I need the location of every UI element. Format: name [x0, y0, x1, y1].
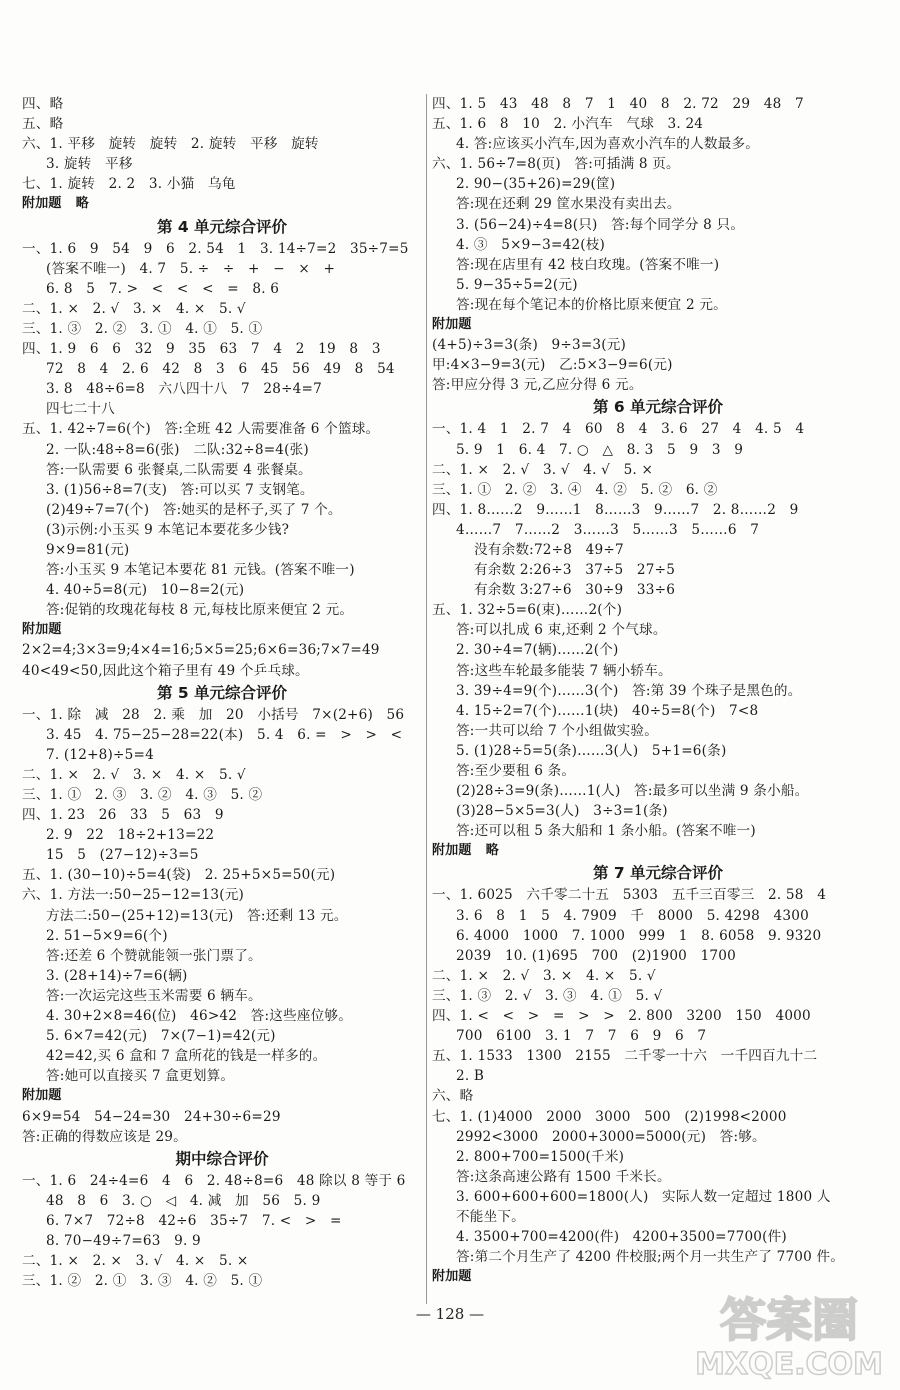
answer-line: 42=42,买 6 盒和 7 盒所花的钱是一样多的。	[46, 1048, 327, 1065]
answer-line: 2. 9 22 18÷2+13=22	[46, 827, 215, 844]
answer-line: 有余数 2:26÷3 37÷5 27÷5	[474, 562, 676, 579]
answer-line: 6×9=54 54−24=30 24+30÷6=29	[22, 1108, 281, 1125]
extra-question-label: 附加题 略	[432, 843, 499, 859]
answer-line: 三、1. ① 2. ② 3. ④ 4. ② 5. ② 6. ②	[432, 481, 718, 498]
answer-line: 一、1. 除 减 28 2. 乘 加 20 小括号 7×(2+6) 56	[22, 706, 405, 723]
answer-line: 四、1. 23 26 33 5 63 9	[22, 807, 224, 824]
answer-line: 三、1. ③ 2. ② 3. ① 4. ① 5. ①	[22, 320, 263, 337]
answer-line: 3. 旋转 平移	[46, 156, 133, 173]
answer-line: 8. 70−49÷7=63 9. 9	[46, 1232, 201, 1249]
answer-line: 6. 7×7 72÷8 42÷6 35÷7 7. < > =	[46, 1212, 342, 1229]
svg-text:答案圈: 答案圈	[720, 1293, 858, 1347]
answer-line: 5. (1)28÷5=5(条)……3(人) 5+1=6(条)	[456, 742, 727, 759]
answer-line: (4+5)÷3=3(条) 9÷3=3(元)	[432, 337, 627, 354]
answer-line: 六、1. 56÷7=8(页) 答:可插满 8 页。	[432, 156, 680, 173]
answer-line: 答:一共可以给 7 个小组做实验。	[456, 722, 658, 739]
answer-line: 五、1. 32÷5=6(束)……2(个)	[432, 602, 623, 619]
answer-line: 答:小玉买 9 本笔记本要花 81 元钱。(答案不唯一)	[46, 562, 355, 579]
extra-question-label: 附加题 略	[22, 196, 89, 212]
answer-line: 三、1. ① 2. ③ 3. ② 4. ③ 5. ②	[22, 787, 263, 803]
answer-line: 一、1. 6 24÷4=6 4 6 2. 48÷8=6 48 除以 8 等于 6	[22, 1172, 406, 1189]
answer-line: 五、略	[22, 116, 64, 133]
answer-line: 四、1. 5 43 48 8 7 1 40 8 2. 72 29 48 7	[432, 96, 804, 112]
answer-line: 4. ③ 5×9−3=42(枝)	[456, 236, 606, 253]
answer-line: 2. B	[456, 1068, 485, 1085]
answer-line: 6. 4000 1000 7. 1000 999 1 8. 6058 9. 9320	[456, 927, 822, 944]
answer-line: 答:甲应分得 3 元,乙应分得 6 元。	[432, 377, 643, 394]
answer-line: 答:这些车轮最多能装 7 辆小轿车。	[456, 662, 672, 679]
answer-line: 3. 600+600+600=1800(人) 实际人数一定超过 1800 人	[456, 1188, 831, 1205]
answer-line: 5. 9−35÷5=2(元)	[456, 276, 578, 293]
answer-line: 答:还可以租 5 条大船和 1 条小船。(答案不唯一)	[456, 823, 756, 840]
answer-line: 3. 45 4. 75−25−28=22(本) 5. 4 6. = > > <	[46, 726, 403, 743]
answer-line: 二、1. × 2. √ 3. × 4. × 5. √	[432, 967, 656, 984]
answer-line: 答:至少要租 6 条。	[456, 763, 576, 779]
right-column	[432, 94, 884, 1287]
answer-line: (2)28÷3=9(条)……1(人) 答:最多可以坐满 9 条小船。	[456, 783, 809, 800]
answer-line: (答案不唯一) 4. 7 5. ÷ ÷ + − × +	[46, 260, 336, 277]
svg-text:MXQE.COM: MXQE.COM	[695, 1347, 883, 1382]
extra-question-label: 附加题	[432, 1269, 472, 1285]
extra-question-label: 附加题	[22, 1088, 62, 1104]
answer-line: 五、1. 42÷7=6(个) 答:全班 42 人需要准备 6 个篮球。	[22, 421, 380, 438]
answer-line: 三、1. ③ 2. √ 3. ③ 4. ① 5. √	[432, 987, 663, 1004]
answer-line: 一、1. 6025 六千零二十五 5303 五千三百零三 2. 58 4	[432, 887, 827, 904]
answer-line: 3. (28+14)÷7=6(辆)	[46, 967, 188, 984]
answer-line: 七、1. 旋转 2. 2 3. 小猫 乌龟	[22, 176, 236, 193]
answer-line: 六、略	[432, 1088, 474, 1105]
answer-line: 2. 51−5×9=6(个)	[46, 927, 168, 944]
answer-line: 没有余数:72÷8 49÷7	[474, 541, 624, 558]
answer-line: 答:现在每个笔记本的价格比原来便宜 2 元。	[456, 296, 727, 313]
answer-line: 七、1. (1)4000 2000 3000 500 (2)1998<2000	[432, 1108, 787, 1125]
answer-line: 六、1. 方法一:50−25−12=13(元)	[22, 887, 244, 904]
section-heading: 期中综合评价	[175, 1149, 269, 1168]
page-number: — 128 —	[415, 1305, 485, 1323]
answer-line: 二、1. × 2. √ 3. × 4. × 5. √	[22, 300, 246, 317]
answer-line: 4. 答:应该买小汽车,因为喜欢小汽车的人数最多。	[456, 136, 760, 153]
answer-line: 二、1. × 2. × 3. √ 4. × 5. ×	[22, 1253, 249, 1270]
answer-line: 四七二十八	[46, 401, 115, 418]
answer-line: 2. 800+700=1500(千米)	[456, 1148, 625, 1165]
answer-line: 四、1. 9 6 6 32 9 35 63 7 4 2 19 8 3	[22, 341, 381, 358]
answer-line: 答:促销的玫瑰花每枝 8 元,每枝比原来便宜 2 元。	[46, 602, 354, 619]
answer-line: (2)49÷7=7(个) 答:她买的是杯子,买了 7 个。	[46, 501, 342, 518]
answer-line: 答:一队需要 6 张餐桌,二队需要 4 张餐桌。	[46, 461, 312, 478]
answer-line: 3. (1)56÷8=7(支) 答:可以买 7 支钢笔。	[46, 481, 314, 498]
answer-line: 9×9=81(元)	[46, 541, 130, 558]
answer-line: 3. 6 8 1 5 4. 7909 千 8000 5. 4298 4300	[456, 907, 809, 924]
answer-line: 2. 30÷4=7(辆)……2(个)	[456, 642, 619, 659]
answer-line: 5. 6×7=42(元) 7×(7−1)=42(元)	[46, 1028, 276, 1045]
answer-line: 六、1. 平移 旋转 旋转 2. 旋转 平移 旋转	[22, 136, 319, 153]
answer-line: 有余数 3:27÷6 30÷9 33÷6	[474, 582, 676, 599]
answer-line: 四、略	[22, 96, 64, 112]
answer-line: 4. 3500+700=4200(件) 4200+3500=7700(件)	[456, 1229, 787, 1246]
answer-line: (3)28−5×5=3(人) 3÷3=1(条)	[456, 803, 668, 820]
answer-line: 不能坐下。	[456, 1208, 525, 1225]
answer-line: 7. (12+8)÷5=4	[46, 746, 154, 763]
answer-line: 2. 一队:48÷8=6(张) 二队:32÷8=4(张)	[46, 441, 309, 458]
answer-line: 3. 39÷4=9(个)……3(个) 答:第 39 个珠子是黑色的。	[456, 682, 802, 699]
answer-line: 700 6100 3. 1 7 7 6 9 6 7	[456, 1028, 707, 1045]
answer-line: 15 5 (27−12)÷3=5	[46, 847, 199, 864]
answer-line: 答:第二个月生产了 4200 件校服;两个月一共生产了 7700 件。	[456, 1249, 845, 1266]
answer-line: 一、1. 6 9 54 9 6 2. 54 1 3. 14÷7=2 35÷7=5	[22, 240, 409, 257]
answer-line: 2. 90−(35+26)=29(筐)	[456, 176, 616, 193]
answer-line: 2×2=4;3×3=9;4×4=16;5×5=25;6×6=36;7×7=49	[22, 642, 380, 659]
section-heading: 第 4 单元综合评价	[156, 217, 288, 236]
answer-line: (3)示例:小玉买 9 本笔记本要花多少钱?	[46, 521, 290, 538]
answer-line: 48 8 6 3. ○ ◁ 4. 减 加 56 5. 9	[46, 1192, 321, 1209]
answer-line: 答:现在还剩 29 筐水果没有卖出去。	[456, 196, 681, 213]
answer-line: 40<49<50,因此这个箱子里有 49 个乒乓球。	[22, 662, 309, 679]
answer-line: 答:还差 6 个赞就能领一张门票了。	[46, 947, 262, 964]
answer-line: 4. 30+2×8=46(位) 46>42 答:这些座位够。	[46, 1008, 353, 1025]
answer-line: 答:她可以直接买 7 盒更划算。	[46, 1068, 235, 1085]
answer-line: 五、1. (30−10)÷5=4(袋) 2. 25+5×5=50(元)	[22, 867, 336, 884]
section-heading: 第 7 单元综合评价	[592, 864, 724, 883]
answer-line: 四、1. < < > = > > 2. 800 3200 150 4000	[432, 1008, 811, 1025]
column-divider	[426, 94, 427, 1304]
answer-line: 答:可以扎成 6 束,还剩 2 个气球。	[456, 622, 667, 639]
answer-line: 答:一次运完这些玉米需要 6 辆车。	[46, 987, 262, 1004]
answer-line: 五、1. 1533 1300 2155 二千零一十六 一千四百九十二	[432, 1048, 818, 1065]
section-heading: 第 5 单元综合评价	[156, 683, 288, 702]
watermark-logo	[694, 1284, 884, 1384]
answer-line: 答:正确的得数应该是 29。	[22, 1128, 187, 1145]
left-column	[22, 94, 422, 1291]
extra-question-label: 附加题	[22, 622, 62, 638]
section-heading: 第 6 单元综合评价	[592, 398, 724, 417]
answer-line: 3. 8 48÷6=8 六八四十八 7 28÷4=7	[46, 381, 322, 398]
answer-line: 答:现在店里有 42 枝白玫瑰。(答案不唯一)	[456, 256, 720, 273]
answer-line: 2992<3000 2000+3000=5000(元) 答:够。	[456, 1128, 766, 1145]
answer-line: 三、1. ② 2. ① 3. ③ 4. ② 5. ①	[22, 1273, 263, 1290]
answer-line: 4. 40÷5=8(元) 10−8=2(元)	[46, 582, 245, 599]
answer-line: 答:这条高速公路有 1500 千米长。	[456, 1168, 671, 1185]
answer-line: 二、1. × 2. √ 3. √ 4. √ 5. ×	[432, 461, 654, 478]
answer-line: 5. 9 1 6. 4 7. ○ △ 8. 3 5 9 3 9	[456, 441, 744, 458]
answer-line: 4. 15÷2=7(个)……1(块) 40÷5=8(个) 7<8	[456, 702, 759, 719]
answer-line: 甲:4×3−9=3(元) 乙:5×3−9=6(元)	[432, 357, 673, 374]
answer-line: 二、1. × 2. √ 3. × 4. × 5. √	[22, 766, 246, 783]
answer-line: 72 8 4 2. 6 42 8 3 6 45 56 49 8 54	[46, 361, 395, 378]
answer-line: 3. (56−24)÷4=8(只) 答:每个同学分 8 只。	[456, 216, 745, 233]
answer-line: 6. 8 5 7. > < < < = 8. 6	[46, 280, 280, 297]
answer-line: 2039 10. (1)695 700 (2)1900 1700	[456, 947, 736, 964]
answer-line: 方法二:50−(25+12)=13(元) 答:还剩 13 元。	[46, 907, 348, 924]
answer-line: 一、1. 4 1 2. 7 4 60 8 4 3. 6 27 4 4. 5 4	[432, 421, 805, 438]
answer-line: 五、1. 6 8 10 2. 小汽车 气球 3. 24	[432, 116, 704, 133]
extra-question-label: 附加题	[432, 317, 472, 333]
answer-line: 4……7 7……2 3……3 5……3 5……6 7	[456, 521, 760, 538]
answer-line: 四、1. 8……2 9……1 8……3 9……7 2. 8……2 9	[432, 501, 799, 518]
